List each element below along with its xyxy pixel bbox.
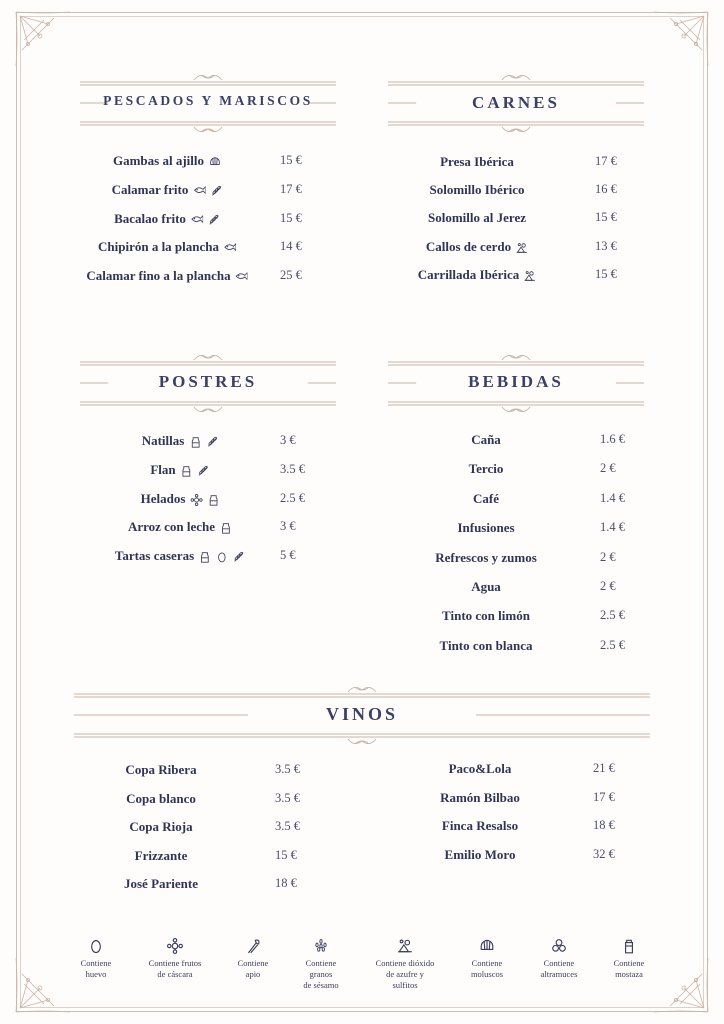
legend-label-line: Contiene <box>305 958 337 968</box>
menu-item-price: 21 € <box>593 761 615 775</box>
menu-item-price: 16 € <box>595 182 617 197</box>
menu-item-price: 2 € <box>600 579 616 593</box>
menu-item-price: 3 € <box>280 433 296 447</box>
menu-item-name: Finca Resalso <box>441 818 519 834</box>
menu-item <box>142 433 219 449</box>
menu-item <box>125 762 196 778</box>
molluscs-icon <box>479 938 495 954</box>
allergen-marker <box>236 271 248 283</box>
allergen-marker <box>189 436 201 448</box>
menu-item-price: 17 € <box>280 181 302 196</box>
menu-item-price: 3 € <box>280 519 296 534</box>
section-header-bebidas <box>388 352 644 412</box>
menu-item <box>115 548 245 564</box>
menu-item <box>442 818 518 834</box>
legend-item <box>519 938 599 980</box>
menu-item-price: 15 € <box>280 210 302 225</box>
menu-item-price: 15 € <box>275 847 297 862</box>
menu-item <box>426 239 528 255</box>
gluten-icon <box>198 465 210 477</box>
menu-item <box>440 638 533 654</box>
menu-item <box>445 847 516 863</box>
corner-ornament-top-left <box>14 10 72 68</box>
menu-item-name: Tartas caseras <box>114 548 195 564</box>
allergen-marker <box>209 156 221 168</box>
legend-item <box>365 938 445 991</box>
section-title-carnes: CARNES <box>472 93 560 112</box>
legend-label-line: de cáscara <box>157 969 193 979</box>
menu-item-price: 2.5 € <box>600 637 625 652</box>
menu-item-price: 2 € <box>600 461 616 476</box>
allergen-marker <box>193 185 205 197</box>
legend-label-line: sulfitos <box>392 980 418 990</box>
menu-item-name: Gambas al ajillo <box>112 153 205 168</box>
menu-item-price: 14 € <box>280 239 302 254</box>
allergen-marker <box>207 494 219 506</box>
sulphites-icon <box>524 270 536 282</box>
legend-label-line: mostaza <box>615 969 643 979</box>
section-header-vinos <box>74 684 650 744</box>
menu-item-name: Paco&Lola <box>448 761 512 776</box>
menu-item-price: 15 € <box>280 153 302 167</box>
fish-icon <box>191 214 203 226</box>
menu-item-name: José Pariente <box>123 876 199 891</box>
milk-icon <box>181 465 193 477</box>
menu-item <box>124 876 198 892</box>
allergen-marker <box>210 185 222 197</box>
menu-item-name: Tinto con blanca <box>439 637 533 653</box>
allergen-marker <box>206 436 218 448</box>
menu-item-name: Infusiones <box>457 520 515 536</box>
nuts-icon <box>167 938 183 954</box>
menu-item <box>435 550 537 566</box>
menu-item <box>150 462 209 478</box>
menu-item-name: Tercio <box>468 461 504 477</box>
legend-label-line: Contiene <box>471 958 503 968</box>
section-header-pescados <box>80 72 336 132</box>
menu-item-name: Copa Rioja <box>129 819 193 834</box>
celery-icon <box>245 938 261 954</box>
allergen-marker <box>516 242 528 254</box>
menu-item-price: 1.4 € <box>600 520 625 535</box>
allergen-marker <box>233 551 245 563</box>
menu-item-name: Calamar frito <box>111 181 189 197</box>
menu-item-price: 3.5 € <box>275 790 300 805</box>
gluten-icon <box>208 214 220 226</box>
menu-item-price: 5 € <box>280 548 296 563</box>
legend-item <box>281 938 361 991</box>
menu-item <box>98 239 236 255</box>
legend-label-line: Contiene <box>543 958 575 968</box>
egg-icon <box>88 938 104 954</box>
menu-item <box>430 182 525 198</box>
gluten-icon <box>206 436 218 448</box>
menu-item-name: Natillas <box>141 433 185 448</box>
section-title-postres: POSTRES <box>158 372 258 391</box>
menu-item <box>442 608 530 624</box>
legend-label-line: apio <box>245 969 261 979</box>
legend-label-line: Contiene dióxido <box>375 958 435 968</box>
allergen-marker <box>181 465 193 477</box>
menu-item-name: Tinto con limón <box>442 608 530 624</box>
allergen-marker <box>216 551 228 563</box>
menu-item <box>440 154 514 170</box>
menu-item <box>113 153 221 169</box>
menu-item-price: 15 € <box>595 266 617 281</box>
menu-item <box>418 267 536 283</box>
menu-item <box>135 848 188 864</box>
milk-icon <box>207 494 219 506</box>
legend-label-line: Contiene <box>613 958 645 968</box>
legend-label-line: granos <box>309 969 333 979</box>
menu-item-price: 13 € <box>595 238 617 253</box>
fish-icon <box>224 242 236 254</box>
menu-item <box>428 210 526 226</box>
menu-item <box>129 819 192 835</box>
menu-item-price: 3.5 € <box>275 762 300 776</box>
section-title-vinos: VINOS <box>325 704 398 724</box>
legend-item <box>135 938 215 980</box>
legend-item <box>447 938 527 980</box>
menu-item <box>469 461 504 477</box>
legend-label-line: Contiene <box>237 958 269 968</box>
menu-item <box>473 491 499 507</box>
menu-item-price: 2 € <box>600 549 616 564</box>
menu-item <box>440 790 520 806</box>
menu-item <box>86 268 247 284</box>
legend-label-line: huevo <box>85 969 107 979</box>
menu-item-name: Frizzante <box>134 847 188 863</box>
menu-item-name: Arroz con leche <box>127 519 216 535</box>
allergen-marker <box>199 551 211 563</box>
legend-label-line: de sésamo <box>303 980 339 990</box>
section-title-pescados: PESCADOS Y MARISCOS <box>103 93 313 108</box>
mustard-icon <box>621 938 637 954</box>
menu-item-price: 25 € <box>280 268 302 283</box>
menu-item <box>471 579 501 595</box>
menu-item-name: Agua <box>471 579 501 594</box>
menu-item-price: 1.6 € <box>600 432 625 446</box>
menu-item-name: Ramón Bilbao <box>440 789 520 805</box>
menu-item-name: Copa Ribera <box>125 762 197 777</box>
lupin-icon <box>551 938 567 954</box>
menu-item-name: Solomillo Ibérico <box>429 182 525 198</box>
menu-item-name: Chipirón a la plancha <box>97 239 220 255</box>
allergen-marker <box>190 494 202 506</box>
gluten-icon <box>210 185 222 197</box>
menu-item-name: Helados <box>140 490 186 506</box>
legend-label-line: Contiene frutos <box>148 958 202 968</box>
menu-item-name: Flan <box>150 461 176 477</box>
legend-label-line: de azufre y <box>386 969 424 979</box>
menu-item <box>126 791 196 807</box>
nuts-icon <box>190 494 202 506</box>
menu-item <box>114 211 220 227</box>
allergen-marker <box>198 465 210 477</box>
menu-item-price: 15 € <box>595 210 617 225</box>
legend-label-line: Contiene <box>80 958 112 968</box>
menu-item-name: Solomillo al Jerez <box>428 210 526 226</box>
allergen-marker <box>524 270 536 282</box>
menu-item-price: 32 € <box>593 847 615 862</box>
allergen-marker <box>208 214 220 226</box>
menu-item <box>449 761 512 777</box>
menu-item <box>471 432 501 448</box>
milk-icon <box>199 551 211 563</box>
section-header-carnes <box>388 72 644 132</box>
milk-icon <box>189 436 201 448</box>
sesame-icon <box>313 938 329 954</box>
menu-item-name: Bacalao frito <box>114 210 186 226</box>
fish-icon <box>193 185 205 197</box>
menu-item-name: Carrillada Ibérica <box>417 266 520 282</box>
menu-item <box>112 182 223 198</box>
legend-label-line: altramuces <box>540 969 578 979</box>
menu-item-price: 17 € <box>593 789 615 804</box>
allergen-marker <box>224 242 236 254</box>
menu-item-name: Emilio Moro <box>444 847 516 863</box>
menu-item-price: 2.5 € <box>280 490 305 505</box>
menu-item-price: 3.5 € <box>275 819 300 833</box>
menu-item <box>141 491 220 507</box>
section-title-bebidas: BEBIDAS <box>468 372 564 391</box>
menu-item <box>128 519 232 535</box>
legend-item <box>589 938 669 980</box>
menu-item-price: 1.4 € <box>600 490 625 505</box>
menu-item-name: Presa Ibérica <box>440 154 514 169</box>
sulphites-icon <box>516 242 528 254</box>
menu-item <box>457 520 514 536</box>
fish-icon <box>236 271 248 283</box>
menu-item-price: 18 € <box>275 876 297 890</box>
menu-item-price: 18 € <box>593 818 615 833</box>
menu-item-name: Callos de cerdo <box>425 238 512 254</box>
legend-label-line: moluscos <box>470 969 504 979</box>
menu-item-price: 2.5 € <box>600 608 625 623</box>
egg-icon <box>216 551 228 563</box>
gluten-icon <box>233 551 245 563</box>
menu-item-name: Copa blanco <box>126 790 196 806</box>
milk-icon <box>220 522 232 534</box>
allergen-marker <box>191 214 203 226</box>
sulphites-icon <box>397 938 413 954</box>
menu-item-name: Caña <box>471 432 501 447</box>
corner-ornament-top-right <box>652 10 710 68</box>
menu-item-name: Refrescos y zumos <box>435 549 537 565</box>
molluscs-icon <box>209 156 221 168</box>
section-header-postres <box>80 352 336 412</box>
menu-item-price: 17 € <box>595 154 617 168</box>
legend-item <box>56 938 136 980</box>
menu-item-price: 3.5 € <box>280 461 305 476</box>
menu-item-name: Calamar fino a la plancha <box>86 268 231 284</box>
allergen-marker <box>220 522 232 534</box>
menu-item-name: Café <box>473 490 499 506</box>
